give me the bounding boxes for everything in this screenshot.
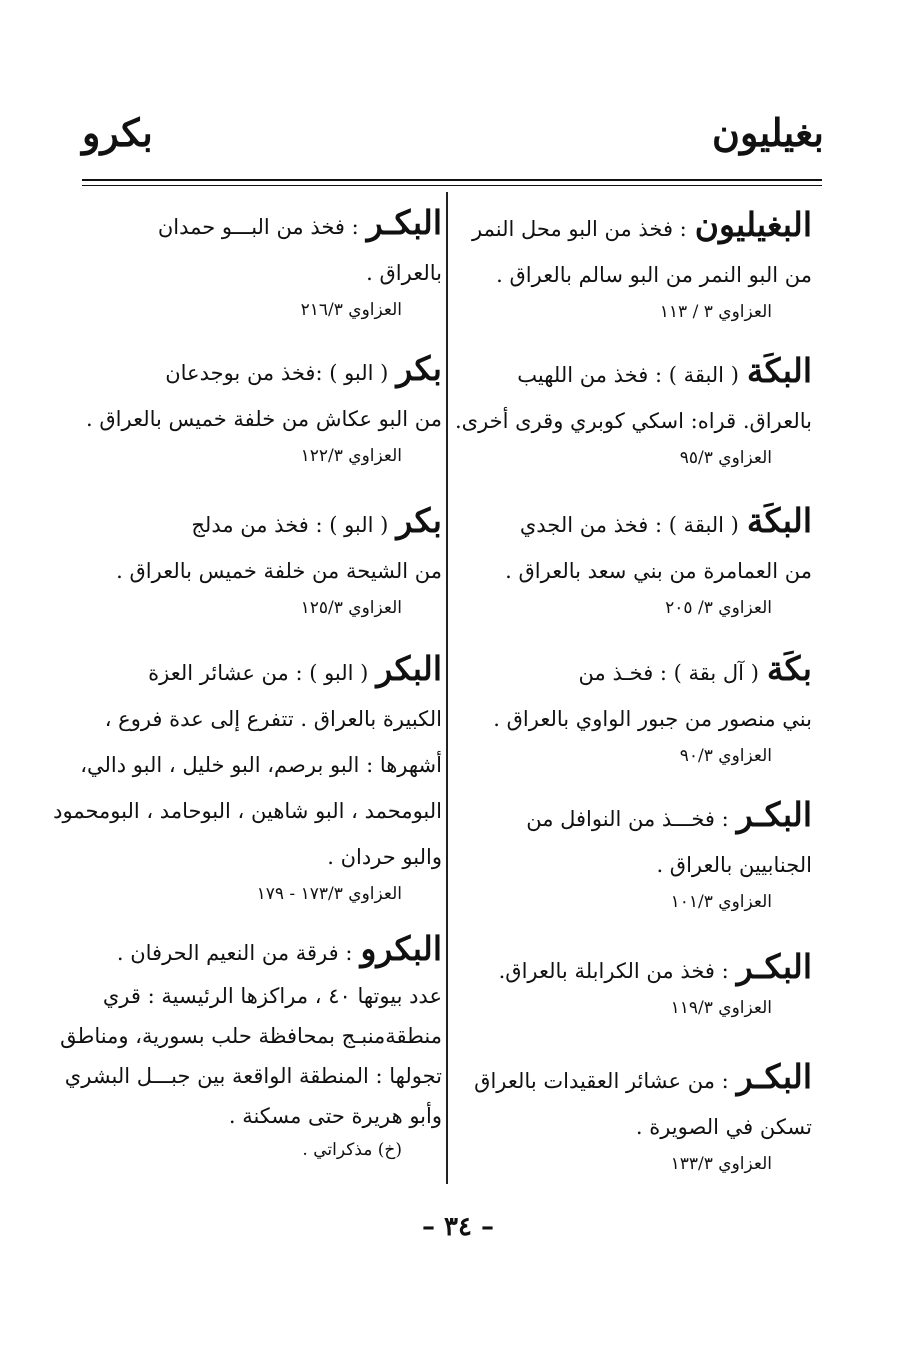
- entry-line: بكَة( آل بقة ) : فخـذ من: [578, 649, 812, 688]
- entry: [462, 646, 812, 770]
- entry-line: بني منصور من جبور الواوي بالعراق .: [493, 707, 812, 731]
- entry-line: بكر( البو ) :فخذ من بوجدعان: [165, 349, 442, 388]
- entry-head: بكر: [396, 501, 442, 540]
- entry-line: والبو حردان .: [327, 845, 442, 869]
- entry: [60, 926, 442, 1164]
- entry-head: البكـر: [366, 203, 442, 242]
- entry-reference: العزاوي ١٧٣/٣ - ١٧٩: [256, 884, 402, 904]
- entry-line: من الشيحة من خلفة خميس بالعراق .: [116, 559, 442, 583]
- column-divider: [446, 192, 448, 1184]
- entry-line: منطقةمنبـج بمحافظة حلب بسورية، ومناطق: [60, 1024, 442, 1048]
- entry-head: البغيليون: [694, 205, 812, 244]
- entry: [462, 792, 812, 916]
- header-rule-thin: [82, 185, 822, 186]
- entry-reference: (خ) مذكراتي .: [302, 1140, 402, 1160]
- entry-line: البكر( البو ) : من عشائر العزة: [148, 649, 442, 688]
- entry: [462, 202, 812, 326]
- entry-reference: العزاوي ٣/ ٢٠٥: [665, 598, 772, 618]
- entry-line: الجنابيين بالعراق .: [656, 853, 812, 877]
- entry-line: أشهرها : البو برصم، البو خليل ، البو دالي،: [80, 753, 442, 777]
- entry-line: البكَة( البقة ) : فخذ من الجدي: [519, 501, 812, 540]
- entry-line: من البو عكاش من خلفة خميس بالعراق .: [86, 407, 442, 431]
- entry-head: البكَة: [746, 351, 812, 390]
- entry-head: بكر: [396, 349, 442, 388]
- entry: [80, 346, 442, 470]
- entry-reference: العزاوي ٢١٦/٣: [300, 300, 402, 320]
- entry-reference: العزاوي ١٠١/٣: [670, 892, 772, 912]
- entry-line: البكـر: فخذ من الكرابلة بالعراق.: [498, 947, 812, 986]
- entry-head: البكَة: [746, 501, 812, 540]
- entry-line: تجولها : المنطقة الواقعة بين جبـــل البشري: [64, 1064, 442, 1088]
- entry-head: البكـر: [736, 947, 812, 986]
- entry-reference: العزاوي ٩٠/٣: [679, 746, 772, 766]
- entry-head: البكـر: [736, 795, 812, 834]
- entry-line: البغيليون: فخذ من البو محل النمر: [472, 205, 812, 244]
- entry-line: وأبو هريرة حتى مسكنة .: [228, 1104, 442, 1128]
- entry-reference: العزاوي ٩٥/٣: [679, 448, 772, 468]
- entry: [462, 1054, 812, 1178]
- entry-head: البكرو: [360, 929, 442, 968]
- entry-head: البكـر: [736, 1057, 812, 1096]
- entry-reference: العزاوي ١٢٢/٣: [300, 446, 402, 466]
- entry-line: البكَة( البقة ) : فخذ من اللهيب: [517, 351, 812, 390]
- entry-reference: العزاوي ١١٩/٣: [670, 998, 772, 1018]
- entry: [454, 348, 812, 472]
- entry-line: البكـر: من عشائر العقيدات بالعراق: [474, 1057, 812, 1096]
- entry-line: بكر( البو ) : فخذ من مدلج: [191, 501, 442, 540]
- entry: [80, 498, 442, 622]
- entry-reference: العزاوي ٣ / ١١٣: [659, 302, 772, 322]
- entry-line: الكبيرة بالعراق . تتفرع إلى عدة فروع ،: [104, 707, 442, 731]
- entry-line: من البو النمر من البو سالم بالعراق .: [496, 263, 812, 287]
- running-header-left: بكرو: [82, 110, 153, 155]
- entry-line: بالعراق .: [366, 261, 442, 285]
- entry: [53, 646, 442, 908]
- entry-reference: العزاوي ١٢٥/٣: [300, 598, 402, 618]
- running-header-right: بغيليون: [712, 110, 824, 155]
- entry-line: البكـر: فخـــذ من النوافل من: [526, 795, 812, 834]
- entry-head: بكَة: [766, 649, 812, 688]
- entry: [462, 498, 812, 622]
- entry-line: تسكن في الصويرة .: [635, 1115, 812, 1139]
- entry-line: من العمامرة من بني سعد بالعراق .: [505, 559, 812, 583]
- entry-head: البكر: [376, 649, 442, 688]
- entry-line: البومحمد ، البو شاهين ، البوحامد ، البومحمود: [53, 799, 442, 823]
- entry: [462, 944, 812, 1022]
- entry: [80, 200, 442, 324]
- entry-line: بالعراق. قراه: اسكي كوبري وقرى أخرى.: [454, 409, 812, 433]
- header-rule: [82, 179, 822, 181]
- entry-line: عدد بيوتها ٤٠ ، مراكزها الرئيسية : قري: [102, 984, 442, 1008]
- entry-line: البكـر: فخذ من البـــو حمدان: [157, 203, 442, 242]
- page-number: – ٣٤ –: [421, 1212, 495, 1242]
- entry-line: البكرو: فرقة من النعيم الحرفان .: [116, 929, 442, 968]
- entry-reference: العزاوي ١٣٣/٣: [670, 1154, 772, 1174]
